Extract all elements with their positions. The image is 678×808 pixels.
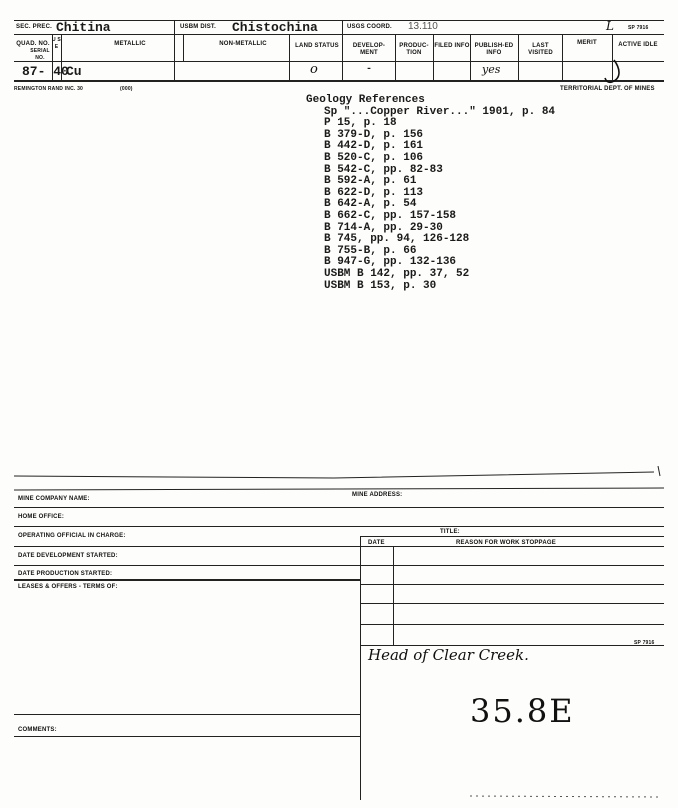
header-row-rule [14, 61, 664, 62]
reference-item: B 714-A, pp. 29-30 [324, 221, 443, 234]
divider-last-visited [518, 34, 519, 80]
usbm-dist-label: USBM DIST. [180, 24, 217, 30]
divider-sec-usbm [174, 20, 175, 80]
sec-prec-value: Chitina [56, 20, 111, 35]
development-label: DEVELOP-MENT [352, 43, 386, 56]
metallic-value: Cu [66, 64, 82, 79]
back-column-divider [360, 536, 361, 800]
reference-item: USBM B 153, p. 30 [324, 279, 437, 292]
last-visited-label: LAST VISITED [528, 43, 553, 56]
reference-item: B 520-C, p. 106 [324, 151, 424, 164]
mine-company-rule [14, 507, 664, 508]
reference-item: B 622-D, p. 113 [324, 186, 424, 199]
form-number-bottom: SP 7916 [634, 640, 655, 646]
mine-company-label: MINE COMPANY NAME: [18, 496, 90, 502]
header-mid-rule [14, 34, 664, 35]
use-code-label: U S E [52, 37, 61, 50]
land-status-value: o [310, 62, 318, 77]
stoppage-row-rule [360, 603, 664, 604]
date-column-divider [393, 546, 394, 646]
mine-address-label: MINE ADDRESS: [352, 492, 403, 498]
reference-item: Sp "...Copper River..." 1901, p. 84 [324, 105, 556, 118]
bottom-edge-dashes [470, 792, 660, 800]
reference-item: B 442-D, p. 161 [324, 140, 424, 153]
reference-item: USBM B 142, pp. 37, 52 [324, 267, 470, 280]
filed-info-label: FILED INFO [434, 43, 470, 49]
date-development-label: DATE DEVELOPMENT STARTED: [18, 553, 118, 559]
comments-label: COMMENTS: [18, 727, 57, 733]
imprint-code: (000) [120, 86, 133, 92]
production-label: PRODUC-TION [399, 43, 429, 56]
stoppage-row-rule [360, 624, 664, 625]
date-development-rule [14, 565, 664, 566]
title-label: TITLE: [440, 529, 460, 535]
title-rule [360, 536, 664, 537]
reference-list [306, 107, 555, 293]
header-top-rule [14, 20, 664, 21]
divider-published [470, 34, 471, 80]
reference-item: B 662-C, pp. 157-158 [324, 209, 457, 222]
home-office-label: HOME OFFICE: [18, 514, 65, 520]
development-value: - [366, 64, 373, 75]
sec-prec-label: SEC. PREC. [16, 24, 53, 30]
reference-item: B 592-A, p. 61 [324, 175, 417, 188]
metallic-label: METALLIC [114, 41, 146, 47]
usgs-coord-value: 13.110 [408, 21, 438, 32]
operating-official-label: OPERATING OFFICIAL IN CHARGE: [18, 533, 126, 539]
date-column-label: DATE [368, 540, 385, 546]
merit-check-mark [600, 58, 626, 86]
published-label: PUBLISH-ED INFO [474, 43, 514, 56]
geology-references [306, 95, 555, 292]
department-imprint: TERRITORIAL DEPT. OF MINES [560, 86, 655, 92]
form-number-top: SP 7916 [628, 25, 649, 31]
reference-item: B 542-C, pp. 82-83 [324, 163, 443, 176]
published-value: yes [482, 63, 501, 76]
merit-label: MERIT [577, 40, 597, 46]
leases-bottom-rule [14, 714, 360, 715]
quad-serial-value: 87- 40 [22, 64, 69, 79]
reason-column-label: REASON FOR WORK STOPPAGE [456, 540, 556, 546]
operating-official-rule [14, 546, 664, 547]
header-bottom-rule [14, 80, 664, 82]
home-office-rule [14, 526, 664, 527]
reference-item: B 745, pp. 94, 126-128 [324, 233, 470, 246]
handwritten-number: 35.8E [470, 692, 575, 730]
reference-item: P 15, p. 18 [324, 117, 397, 130]
handwritten-location-note: Head of Clear Creek. [368, 646, 529, 664]
land-status-label: LAND STATUS [295, 43, 339, 49]
divider-filed [433, 34, 434, 80]
reference-item: B 755-B, p. 66 [324, 244, 417, 257]
date-production-label: DATE PRODUCTION STARTED: [18, 571, 113, 577]
usbm-dist-value: Chistochina [232, 20, 318, 35]
divider-production [395, 34, 396, 80]
divider-usbm-usgs [342, 20, 343, 80]
date-production-rule [14, 579, 360, 581]
comments-rule [14, 736, 360, 737]
references-heading: Geology References [306, 94, 425, 106]
active-idle-label: ACTIVE IDLE [618, 42, 658, 48]
reference-item: B 642-A, p. 54 [324, 198, 417, 211]
corner-mark: L [606, 19, 614, 33]
stoppage-row-rule [360, 584, 664, 585]
quad-serial-label: QUAD. NO. [16, 41, 50, 47]
divider-use-nonmetallic [183, 34, 184, 61]
reference-item: B 379-D, p. 156 [324, 128, 424, 141]
leases-label: LEASES & OFFERS - TERMS OF: [18, 584, 118, 590]
divider-land [289, 34, 290, 80]
reference-item: B 947-G, pp. 132-136 [324, 256, 457, 269]
usgs-coord-label: USGS COORD. [347, 24, 392, 30]
serial-label: SERIAL NO. [30, 48, 50, 61]
printer-imprint: REMINGTON RAND INC. 30 [14, 86, 84, 92]
card-fold-edge [14, 466, 664, 492]
non-metallic-label: NON-METALLIC [219, 41, 267, 47]
